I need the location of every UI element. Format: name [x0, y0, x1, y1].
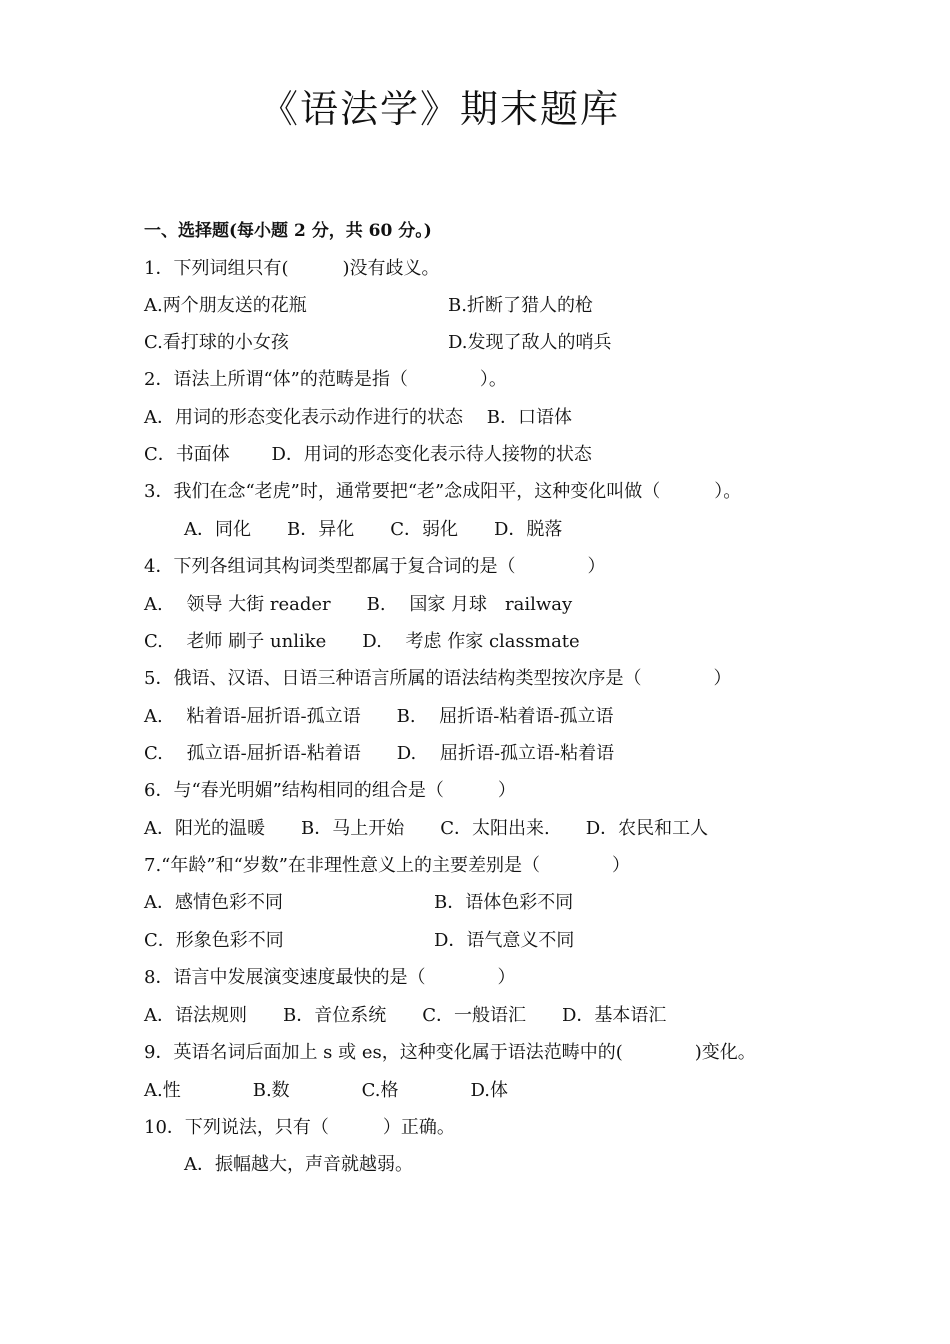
question-4-options-ab: A. 领导 大街 reader B. 国家 月球 railway: [144, 594, 573, 615]
question-7-options-cd: [144, 929, 844, 953]
question-9-stem: 9．英语名词后面加上 s 或 es，这种变化属于语法范畴中的( )变化。: [144, 1042, 756, 1063]
option-c: C．形象色彩不同: [144, 930, 284, 951]
option-a: A．感情色彩不同: [144, 892, 283, 913]
option-b: B．语体色彩不同: [434, 892, 574, 913]
question-4-options-cd: C. 老师 刷子 unlike D. 考虑 作家 classmate: [144, 631, 580, 652]
question-1-options-ab: [144, 294, 844, 318]
question-1-stem: 1．下列词组只有( )没有歧义。: [144, 258, 440, 279]
question-5-options-cd: C. 孤立语-屈折语-粘着语 D. 屈折语-孤立语-粘着语: [144, 743, 615, 764]
question-6-options: A．阳光的温暖 B．马上开始 C．太阳出来. D．农民和工人: [144, 818, 709, 839]
option-d: D.发现了敌人的哨兵: [448, 332, 612, 353]
option-d: D．语气意义不同: [434, 930, 575, 951]
question-5-options-ab: A. 粘着语-屈折语-孤立语 B. 屈折语-粘着语-孤立语: [144, 706, 614, 727]
question-10-option-a: A．振幅越大，声音就越弱。: [184, 1154, 413, 1175]
question-7-stem: 7.“年龄”和“岁数”在非理性意义上的主要差别是（ ）: [144, 855, 630, 876]
question-8-stem: 8．语言中发展演变速度最快的是（ ）: [144, 967, 516, 988]
option-b: B.折断了猎人的枪: [448, 295, 593, 316]
question-9-options: A.性 B.数 C.格 D.体: [144, 1080, 509, 1101]
question-3-stem: 3．我们在念“老虎”时，通常要把“老”念成阳平，这种变化叫做（ ）。: [144, 481, 742, 502]
question-1-options-cd: [144, 331, 844, 355]
question-5-stem: 5．俄语、汉语、日语三种语言所属的语法结构类型按次序是（ ）: [144, 668, 732, 689]
question-8-options: A．语法规则 B．音位系统 C．一般语汇 D．基本语汇: [144, 1005, 667, 1026]
question-7-options-ab: [144, 891, 844, 915]
question-4-stem: 4．下列各组词其构词类型都属于复合词的是（ ）: [144, 556, 606, 577]
question-3-options: A．同化 B．异化 C．弱化 D．脱落: [184, 519, 563, 540]
question-2-options-ab: A．用词的形态变化表示动作进行的状态 B．口语体: [144, 407, 572, 428]
question-2-stem: 2．语法上所谓“体”的范畴是指（ ）。: [144, 369, 507, 390]
question-10-stem: 10．下列说法，只有（ ）正确。: [144, 1117, 455, 1138]
question-6-stem: 6．与“春光明媚”结构相同的组合是（ ）: [144, 780, 516, 801]
page-title: 《语法学》期末题库: [259, 87, 620, 131]
section-heading: 一、选择题(每小题 2 分，共 60 分。): [144, 221, 432, 241]
question-2-options-cd: C．书面体 D．用词的形态变化表示待人接物的状态: [144, 444, 592, 465]
option-a: A.两个朋友送的花瓶: [144, 295, 307, 316]
option-c: C.看打球的小女孩: [144, 332, 289, 353]
